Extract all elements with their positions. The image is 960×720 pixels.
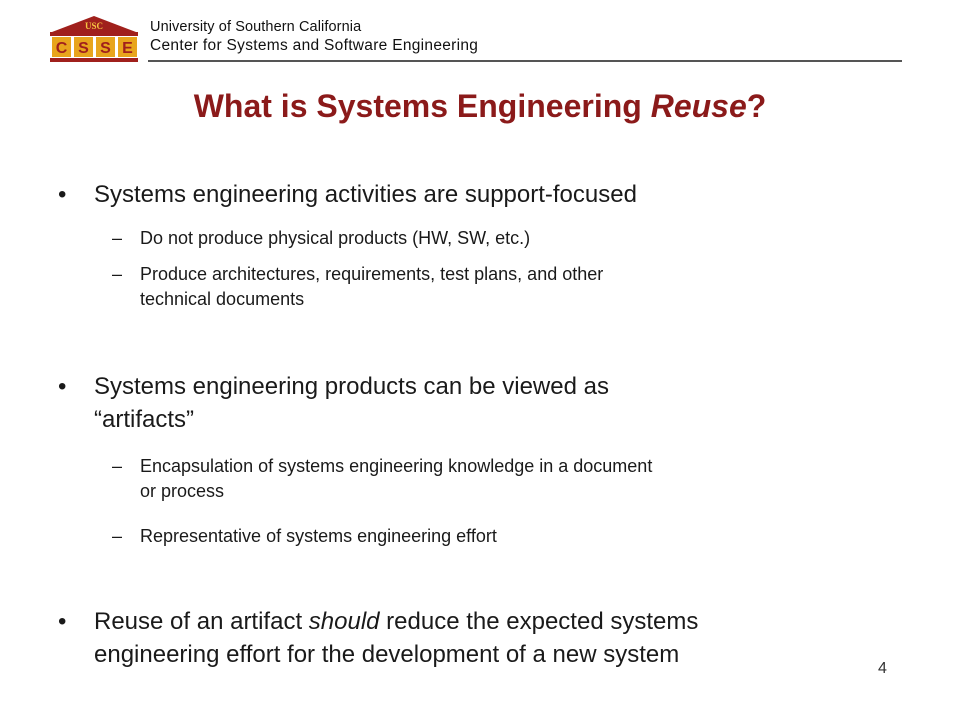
title-emphasis: Reuse: [650, 88, 747, 124]
sub-bullet-dash: –: [112, 526, 123, 546]
bullet-3-line-1: [94, 605, 698, 638]
bullet-dot: •: [58, 608, 67, 635]
sub-bullet-1-1: [112, 226, 531, 251]
bullet-3-part-2: reduce the expected systems: [379, 608, 699, 635]
logo-letter: S: [100, 40, 111, 57]
bullet-dot: •: [58, 373, 67, 400]
logo-badge: USC: [84, 21, 104, 31]
bullet-dot: •: [58, 181, 67, 208]
bullet-2-line-1: Systems engineering products can be viewed as: [94, 373, 609, 400]
csse-logo: [46, 14, 142, 64]
sub-bullet-2-1: [112, 454, 653, 504]
bullet-2: [58, 370, 609, 436]
title-end: ?: [746, 88, 767, 124]
sub-bullet-1-2-line-1: Produce architectures, requirements, test plans, and other: [140, 264, 604, 284]
header-text: [150, 20, 478, 53]
sub-bullet-1-2-line-2: technical documents: [140, 289, 305, 309]
sub-bullet-dash: –: [112, 264, 123, 284]
bullet-3: [58, 605, 699, 671]
sub-bullet-2-1-line-1: Encapsulation of systems engineering knowledge in a document: [140, 456, 653, 476]
bullet-3-line-2: engineering effort for the development of a new system: [94, 641, 680, 668]
sub-bullet-2-1-line-2: or process: [140, 481, 225, 501]
logo-letter: C: [55, 40, 68, 57]
sub-bullet-dash: –: [112, 228, 123, 248]
bullet-3-emphasis: should: [308, 608, 380, 635]
title-plain: What is Systems Engineering: [193, 88, 651, 124]
page-number: 4: [878, 660, 887, 677]
bullet-3-part-1: Reuse of an artifact: [94, 608, 309, 635]
sub-bullet-2-2-text: Representative of systems engineering effort: [140, 526, 497, 546]
sub-bullet-1-1-text: Do not produce physical products (HW, SW, etc.): [140, 228, 531, 248]
header-divider: [148, 60, 902, 62]
sub-bullet-2-2: [112, 524, 497, 549]
bullet-1-text: Systems engineering activities are support-focused: [94, 181, 637, 208]
logo-letter: S: [78, 40, 89, 57]
slide-title: [0, 88, 960, 125]
sub-bullet-1-2: [112, 262, 604, 312]
bullet-2-line-2: “artifacts”: [94, 406, 195, 433]
sub-bullet-dash: –: [112, 456, 123, 476]
bullet-1: [58, 178, 637, 211]
logo-letter: E: [122, 40, 133, 57]
university-name: University of Southern California: [150, 19, 362, 35]
center-name: Center for Systems and Software Engineering: [150, 36, 479, 54]
